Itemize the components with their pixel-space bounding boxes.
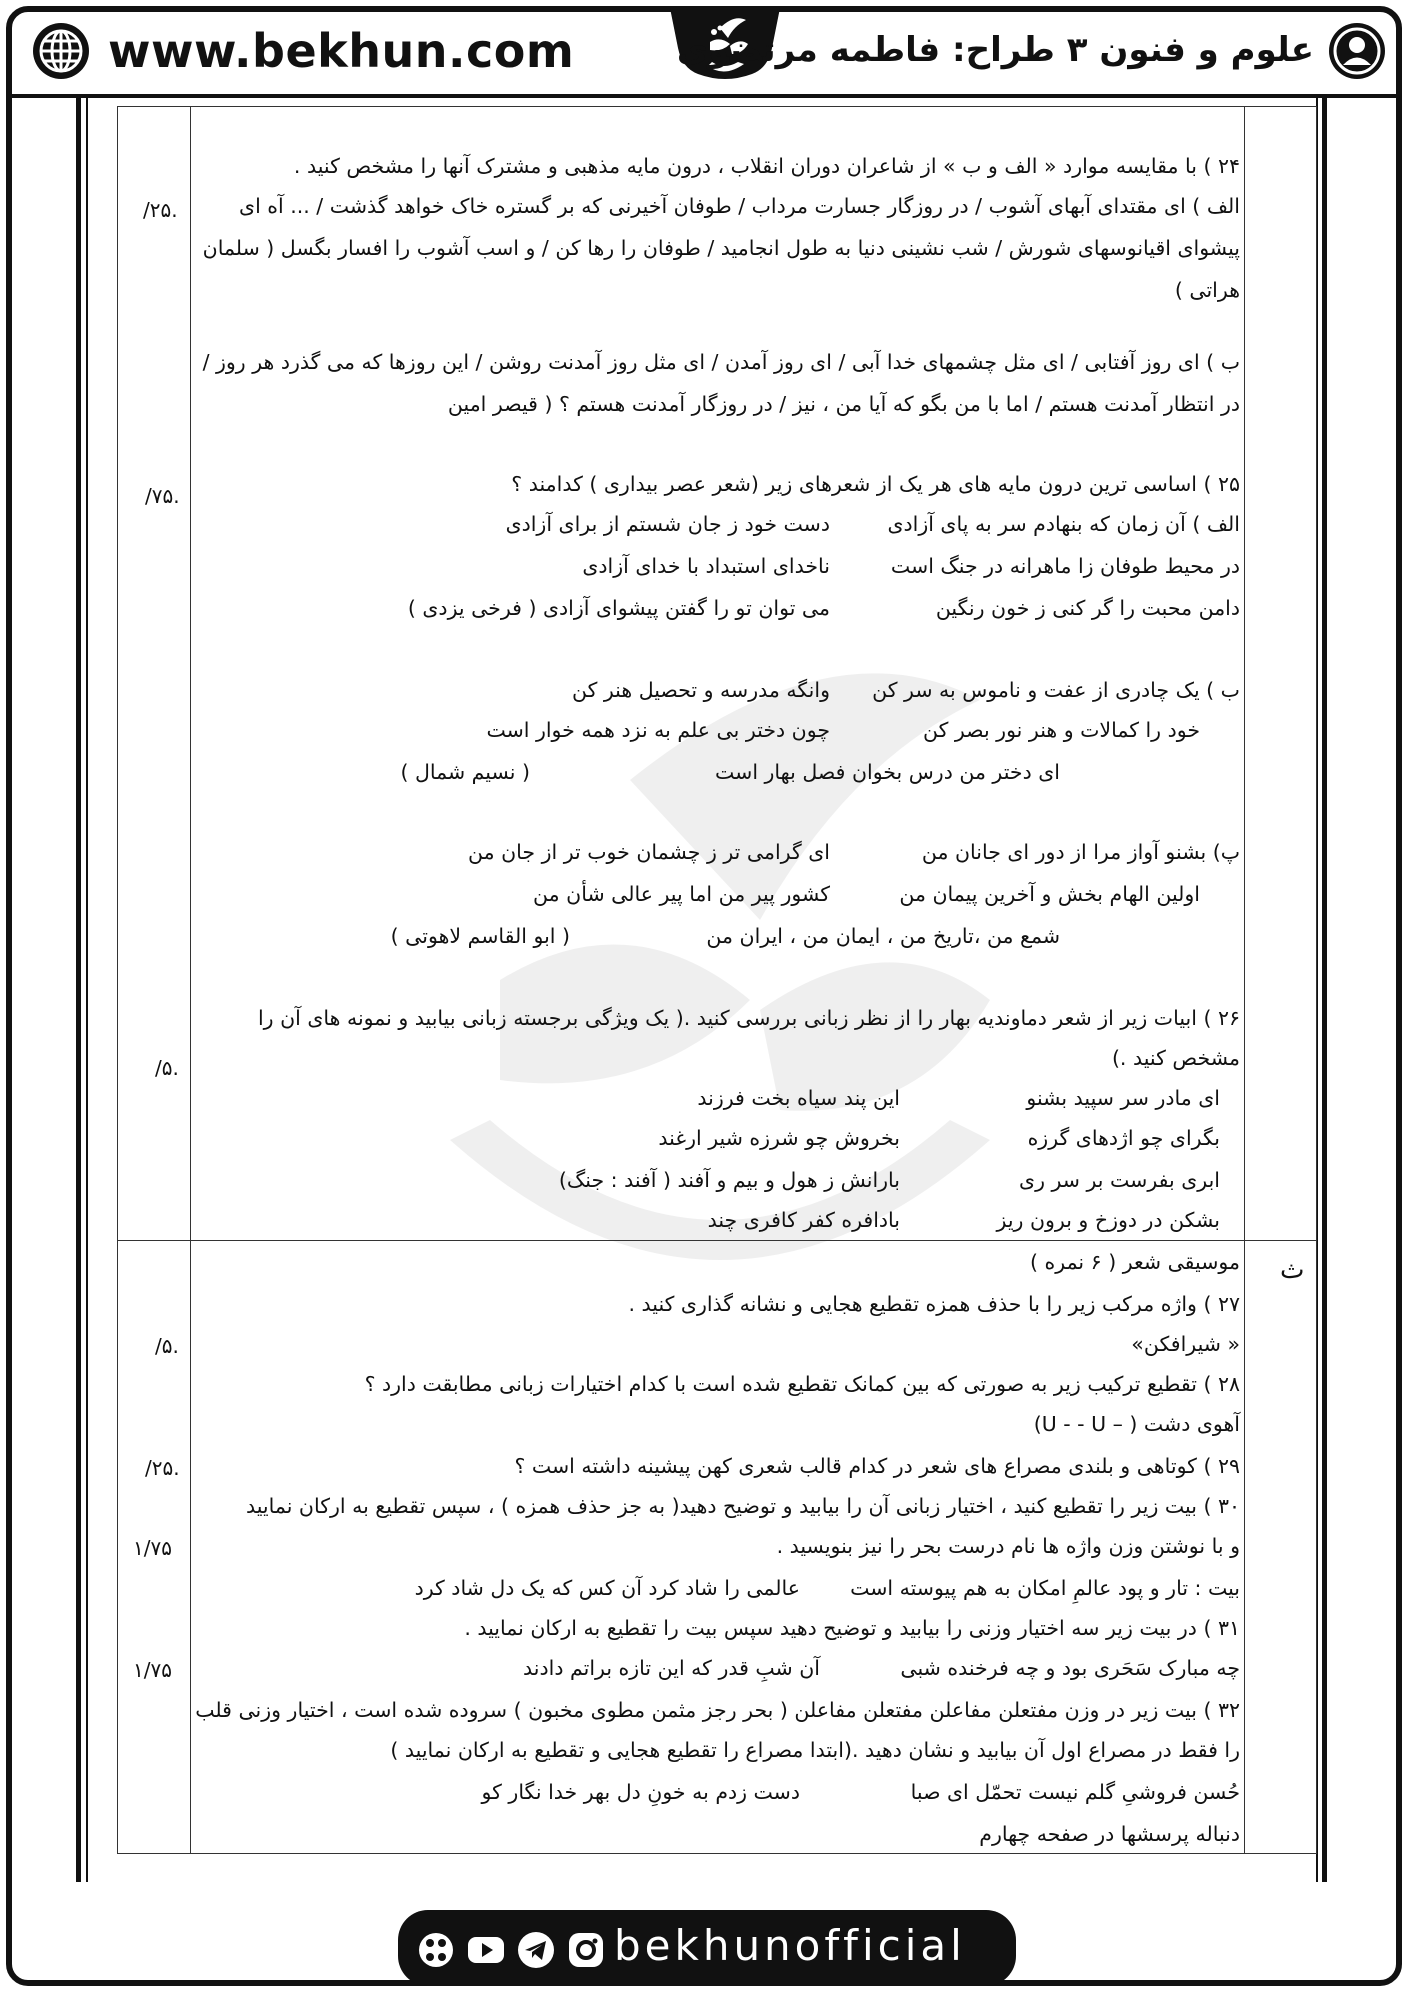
q25-c3-right: شمع من ،تاریخ من ، ایمان من ، ایران من bbox=[706, 924, 1060, 948]
section-title: موسیقی شعر ( ۶ نمره ) bbox=[1030, 1250, 1240, 1274]
q26-verse1-left: این پند سیاه بخت فرزند bbox=[697, 1086, 900, 1110]
section-divider bbox=[118, 1240, 1316, 1241]
q31-verse-left: آن شبِ قدر که این تازه براتم دادند bbox=[523, 1656, 820, 1680]
q25-a3-right: دامن محبت را گر کنی ز خون رنگین bbox=[935, 596, 1240, 620]
social-handle[interactable]: bekhunofficial bbox=[614, 1921, 966, 1970]
subject-title: علوم و فنون ۳ طراح: فاطمه مرتضوی bbox=[676, 30, 1314, 70]
q26-score: /۵. bbox=[155, 1056, 179, 1080]
user-profile-icon bbox=[1326, 20, 1388, 82]
header-bar bbox=[12, 12, 1402, 98]
q24-a-line3: هراتی ) bbox=[1174, 278, 1240, 302]
score-column-divider bbox=[190, 107, 191, 1853]
q25-c3-left: ( ابو القاسم لاهوتی ) bbox=[390, 924, 570, 948]
aparat-icon[interactable] bbox=[416, 1930, 456, 1970]
q25-c2-left: کشور پیر من اما پیر عالی شأن من bbox=[533, 882, 830, 906]
q26-verse4-right: بشکن در دوزخ و برون ریز bbox=[996, 1208, 1220, 1232]
q25-a1-right: الف ) آن زمان که بنهادم سر به پای آزادی bbox=[887, 512, 1240, 536]
q24-b-line1: ب ) ای روز آفتابی / ای مثل چشمهای خدا آبی / ای روز آمدن / ای مثل روز آمدنت روشن / این روزها که می گذرد هر روز / bbox=[202, 350, 1240, 374]
q26-verse2-left: بخروش چو شرزه شیر ارغند bbox=[658, 1126, 900, 1150]
q31-verse-right: چه مبارک سَحَری بود و چه فرخنده شبی bbox=[900, 1656, 1240, 1680]
q30-prompt-line1: ۳۰ ) بیت زیر را تقطیع کنید ، اختیار زبانی آن را بیابید و توضیح دهید( به جز حذف همزه ) ، سپس تقطیع به ارکان نمایید bbox=[245, 1494, 1240, 1518]
q25-b2-left: چون دختر بی علم به نزد همه خوار است bbox=[486, 718, 830, 742]
q24-b-line2: در انتظار آمدنت هستم / اما با من بگو که آیا من ، نیز / در روزگار آمدنت هستم ؟ ( قیصر امین bbox=[447, 392, 1240, 416]
instagram-icon[interactable] bbox=[566, 1930, 606, 1970]
q26-prompt-line1: ۲۶ ) ابیات زیر از شعر دماوندیه بهار را از نظر زبانی بررسی کنید .( یک ویژگی برجسته زبانی بیابید و نمونه های آن را bbox=[257, 1006, 1240, 1030]
q26-verse4-left: بادافره کفر کافری چند bbox=[707, 1208, 900, 1232]
left-border-thin bbox=[86, 98, 88, 1882]
q32-prompt-line1: ۳۲ ) بیت زیر در وزن مفتعلن مفاعلن مفتعلن مفاعلن ( بحر رجز مثمن مطوی مخبون ) سروده شده است ، اختیار وزنی قلب bbox=[195, 1698, 1240, 1722]
q26-verse2-right: بگرای چو اژدهای گرزه bbox=[1027, 1126, 1220, 1150]
q30-prompt-line2: و با نوشتن وزن واژه ها نام درست بحر را نیز بنویسید . bbox=[776, 1534, 1240, 1558]
q24-prompt: ۲۴ ) با مقایسه موارد « الف و ب » از شاعران دوران انقلاب ، درون مایه مذهبی و مشترک آنها را مشخص کنید . bbox=[293, 154, 1240, 178]
q25-b3-left: ( نسیم شمال ) bbox=[400, 760, 530, 784]
q25-score: /۷۵. bbox=[145, 484, 180, 508]
q25-b3-right: ای دختر من درس بخوان فصل بهار است bbox=[715, 760, 1060, 784]
q29-prompt: ۲۹ ) کوتاهی و بلندی مصراع های شعر در کدام قالب شعری کهن پیشینه داشته است ؟ bbox=[514, 1454, 1240, 1478]
q27-word: « شیرافکن» bbox=[1131, 1332, 1240, 1356]
q27-prompt: ۲۷ ) واژه مرکب زیر را با حذف همزه تقطیع هجایی و نشانه گذاری کنید . bbox=[628, 1292, 1240, 1316]
q30-verse-right: بیت : تار و پود عالمِ امکان به هم پیوسته است bbox=[850, 1576, 1240, 1600]
q26-verse3-right: ابری بفرست بر سر ری bbox=[1019, 1168, 1220, 1192]
globe-icon bbox=[30, 20, 92, 82]
q32-verse-left: دست زدم به خونِ دل بهر خدا نگار کو bbox=[481, 1780, 800, 1804]
section-letter: ث bbox=[1280, 1255, 1305, 1285]
q26-verse1-right: ای مادر سر سپید بشنو bbox=[1026, 1086, 1220, 1110]
q32-verse-right: حُسن فروشیِ گلم نیست تحمّل ای صبا bbox=[910, 1780, 1240, 1804]
q25-a2-left: ناخدای استبداد با خدای آزادی bbox=[582, 554, 830, 578]
q25-a1-left: دست خود ز جان شستم از برای آزادی bbox=[505, 512, 830, 536]
q32-prompt-line2: را فقط در مصراع اول آن بیابید و نشان دهید .(ابتدا مصراع را تقطیع هجایی و تقطیع به ارکان نمایید ) bbox=[390, 1738, 1240, 1762]
q25-c1-left: ای گرامی تر ز چشمان خوب تر از جان من bbox=[468, 840, 830, 864]
q24-score: /۲۵. bbox=[143, 198, 178, 222]
q25-c2-right: اولین الهام بخش و آخرین پیمان من bbox=[899, 882, 1200, 906]
q30-score: ۱/۷۵ bbox=[133, 1536, 172, 1560]
q25-a3-left: می توان تو را گفتن پیشوای آزادی ( فرخی یزدی ) bbox=[407, 596, 830, 620]
q28-prompt: ۲۸ ) تقطیع ترکیب زیر به صورتی که بین کمانک تقطیع شده است با کدام اختیارات زبانی مطابقت دارد ؟ bbox=[364, 1372, 1240, 1396]
telegram-icon[interactable] bbox=[516, 1930, 556, 1970]
q25-b1-right: ب ) یک چادری از عفت و ناموس به سر کن bbox=[872, 678, 1240, 702]
q26-prompt-line2: مشخص کنید .) bbox=[1111, 1046, 1240, 1070]
youtube-icon[interactable] bbox=[466, 1930, 506, 1970]
letter-column-divider bbox=[1244, 107, 1245, 1853]
q25-a2-right: در محیط طوفان زا ماهرانه در جنگ است bbox=[890, 554, 1240, 578]
q26-verse3-left: بارانش ز هول و بیم و آفند ( آفند : جنگ) bbox=[558, 1168, 900, 1192]
right-border-thick bbox=[1322, 98, 1327, 1882]
left-border-thick bbox=[76, 98, 81, 1882]
q31-score: ۱/۷۵ bbox=[133, 1658, 172, 1682]
q25-c1-right: پ) بشنو آواز مرا از دور ای جانان من bbox=[921, 840, 1240, 864]
q28-score: /۲۵. bbox=[145, 1456, 180, 1480]
q25-prompt: ۲۵ ) اساسی ترین درون مایه های هر یک از شعرهای زیر (شعر عصر بیداری ) کدامند ؟ bbox=[511, 472, 1240, 496]
website-url[interactable]: www.bekhun.com bbox=[108, 24, 575, 78]
q31-prompt: ۳۱ ) در بیت زیر سه اختیار وزنی را بیابید و توضیح دهید سپس بیت را تقطیع به ارکان نمایید . bbox=[464, 1616, 1240, 1640]
q27-score: /۵. bbox=[155, 1334, 179, 1358]
q24-a-line1: الف ) ای مقتدای آبهای آشوب / در روزگار جسارت مرداب / طوفان آخیرنی که بر گستره خاک خواهد گذشت / ... آه ای bbox=[239, 194, 1240, 218]
q25-b2-right: خود را کمالات و هنر نور بصر کن bbox=[922, 718, 1200, 742]
q25-b1-left: وانگه مدرسه و تحصیل هنر کن bbox=[571, 678, 830, 702]
q28-phrase: آهوی دشت ( – U - - U) bbox=[1033, 1412, 1240, 1436]
q24-a-line2: پیشوای اقیانوسهای شورش / شب نشینی دنیا به طول انجامید / طوفان را رها کن / و اسب آشوب را افسار بگسل ( سلمان bbox=[202, 236, 1240, 260]
continuation-note: دنباله پرسشها در صفحه چهارم bbox=[979, 1822, 1240, 1846]
q30-verse-left: عالمی را شاد کرد آن کس که یک دل شاد کرد bbox=[414, 1576, 800, 1600]
